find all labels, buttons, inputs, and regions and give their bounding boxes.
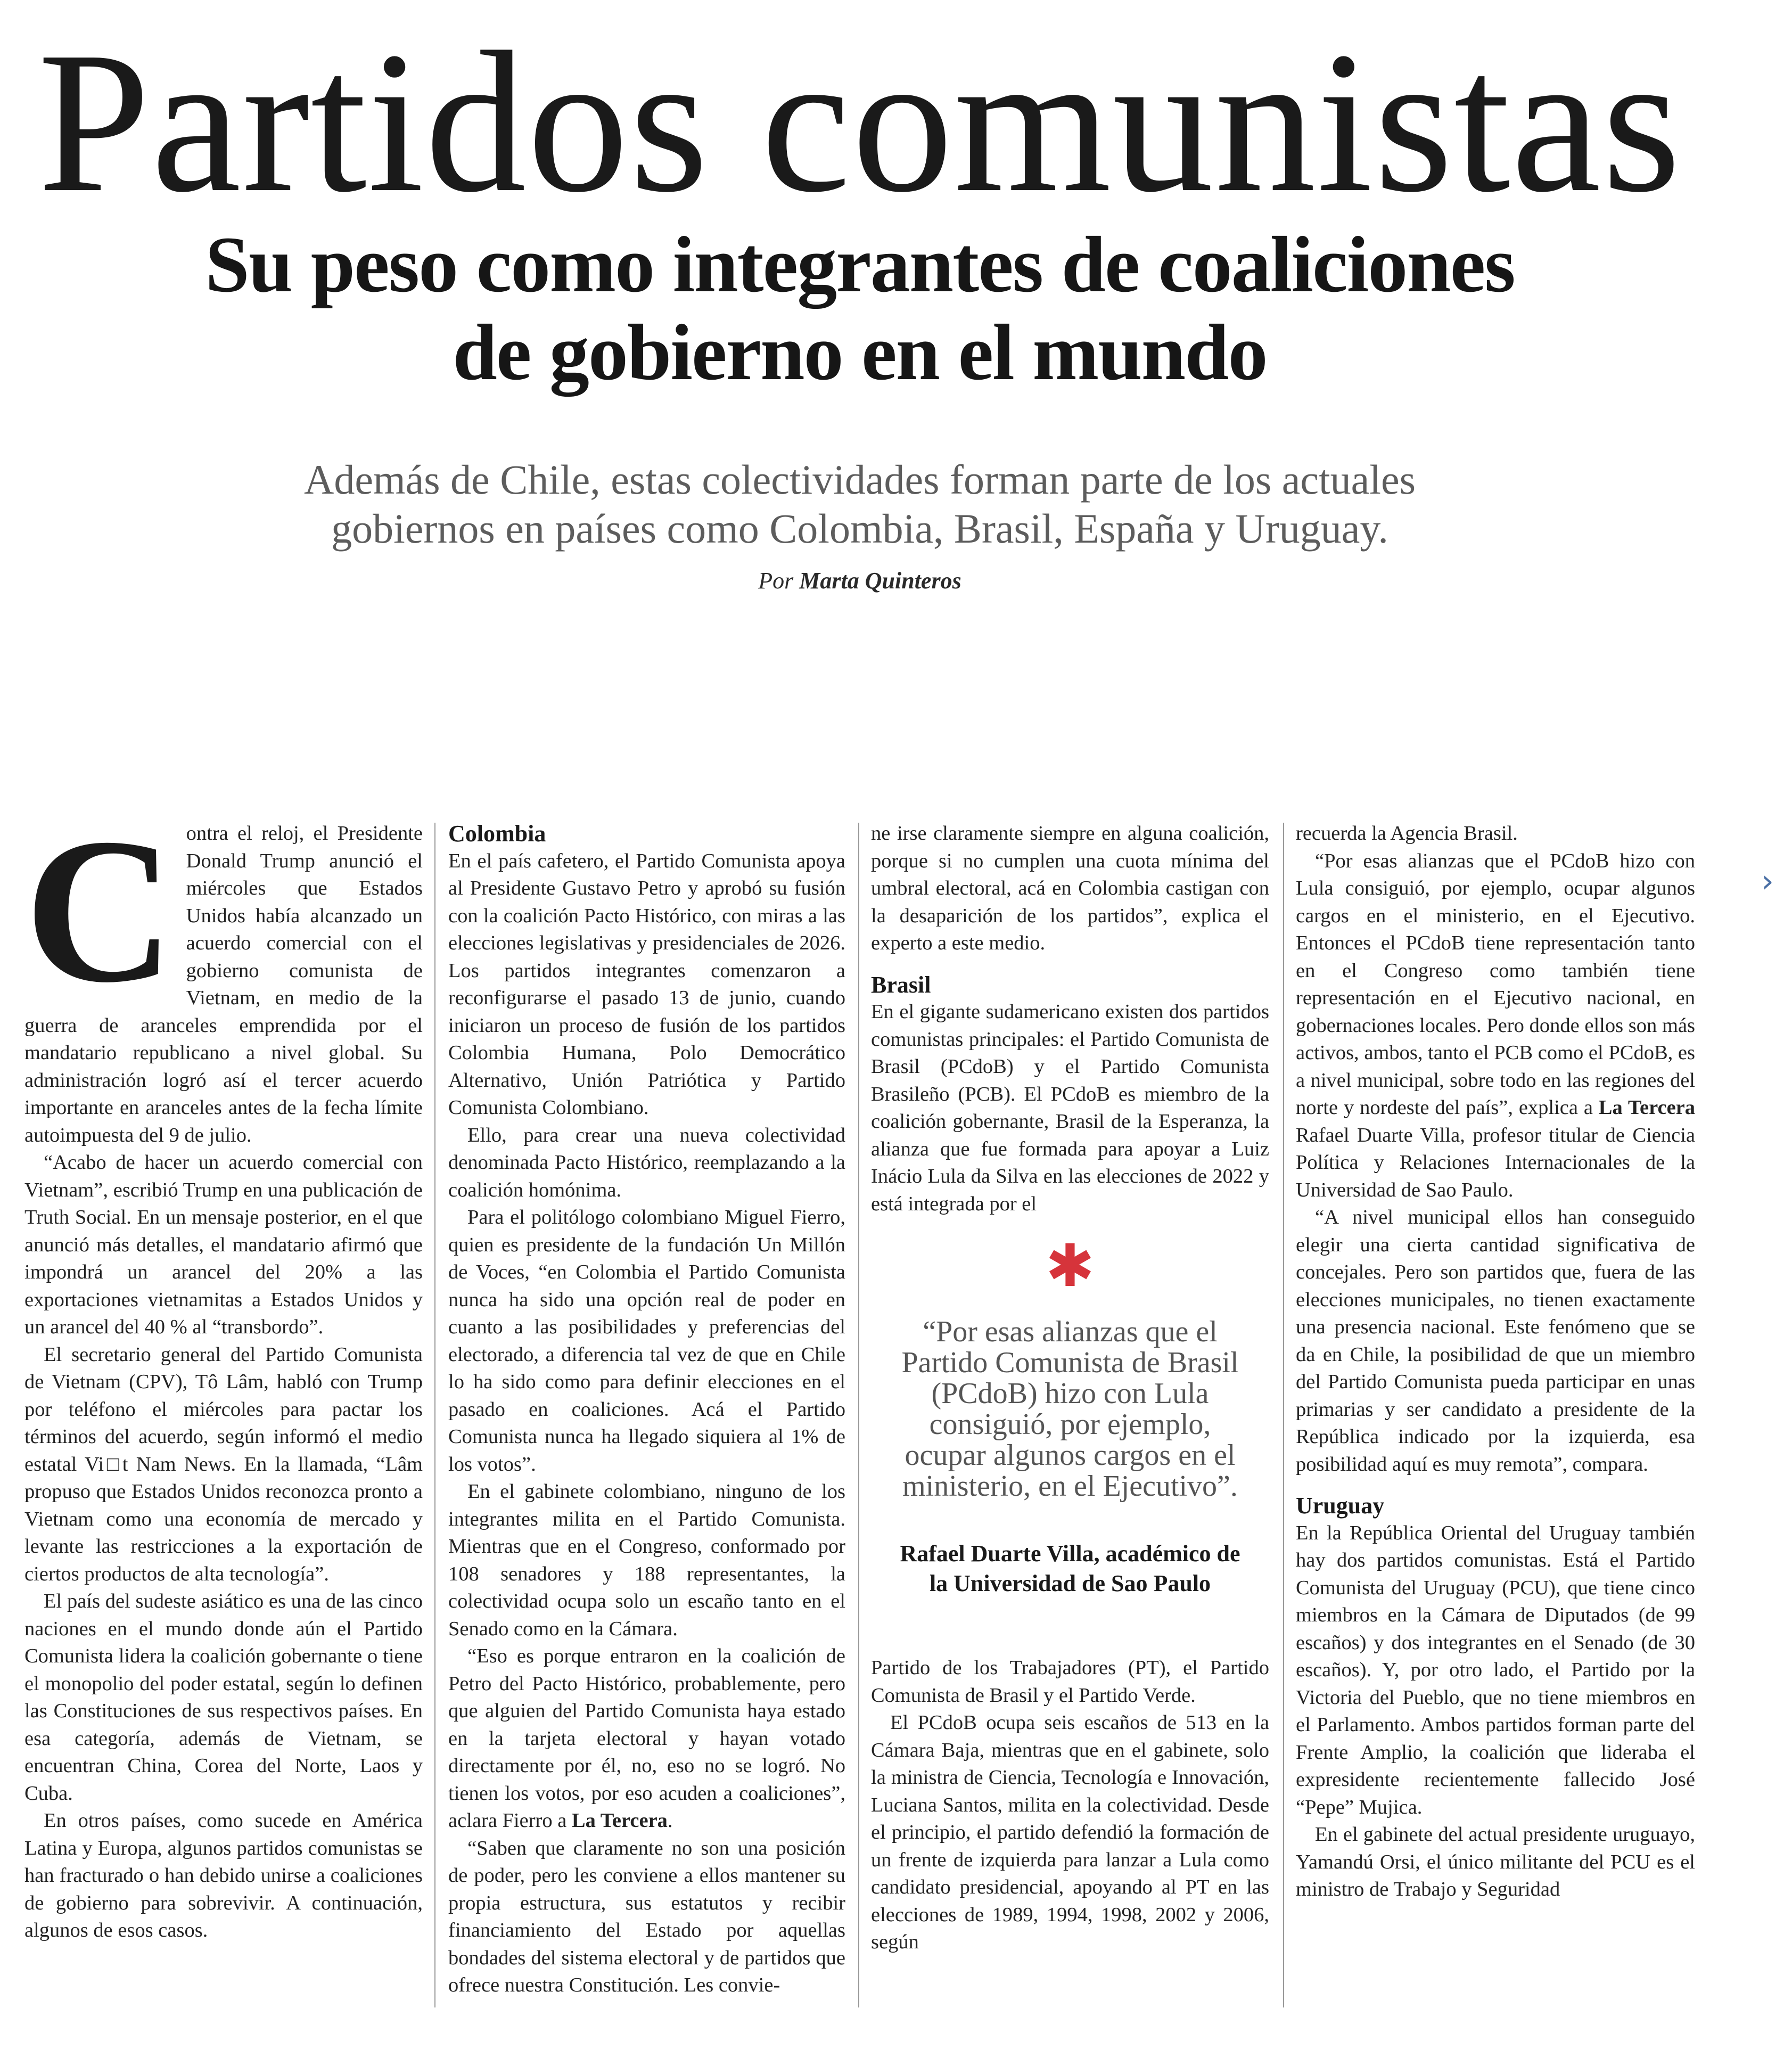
paragraph-text: Rafael Duarte Villa, profesor titular de Ciencia Política y Relaciones Internacionales de la Universidad de Sao Paulo. (1296, 1124, 1695, 1201)
article-column-3 (871, 820, 1269, 2034)
section-heading-brasil: Brasil (871, 971, 931, 998)
paragraph (448, 1643, 845, 1835)
byline-author: Marta Quinteros (799, 568, 961, 594)
paragraph: recuerda la Agencia Brasil. (1296, 822, 1518, 845)
paragraph-text: . (667, 1809, 673, 1832)
dek-line-1: Además de Chile, estas colectividades forman parte de los actuales (304, 456, 1416, 503)
paragraph: ontra el reloj, el Presidente Donald Trump anunció el miércoles que Estados Unidos había alcanzado un acuerdo comercial con el gobierno comunista de Vietnam, en medio de la guerra de aranceles emprendida por el mandatario republicano a nivel global. Su administración logró así el tercer acuerdo importante en aranceles antes de la fecha límite autoimpuesta del 9 de julio. (24, 822, 423, 1146)
paragraph: “Acabo de hacer un acuerdo comercial con Vietnam”, escribió Trump en una publicación de Truth Social. En un mensaje posterior, en el que anunció más detalles, el mandatario afirmó que impondrá un arancel del 20% a las exportaciones vietnamitas a Estados Unidos y un arancel del 40 % al “transbordo”. (24, 1151, 423, 1338)
paragraph: El secretario general del Partido Comunista de Vietnam (CPV), Tô Lâm, habló con Trump por teléfono el miércoles para pactar los términos del acuerdo, según informó el medio estatal Vi□t Nam News. En la llamada, “Lâm propuso que Estados Unidos reconozca pronto a Vietnam como una economía de mercado y levante las restricciones a la exportación de ciertos productos de alta tecnología”. (24, 1343, 423, 1585)
paragraph: Para el politólogo colombiano Miguel Fierro, quien es presidente de la fundación Un Millón de Voces, “en Colombia el Partido Comunista nunca ha sido una opción real de poder en cuanto a las posibilidades y preferencias del electorado, a diferencia tal vez de que en Chile lo ha sido como para definir elecciones en el pasado en coaliciones. Acá el Partido Comunista nunca ha llegado siquiera al 1% de los votos”. (448, 1206, 845, 1476)
publication-name: La Tercera (1598, 1096, 1695, 1119)
paragraph (1296, 848, 1695, 1204)
article-column-2 (448, 820, 845, 2034)
column-divider (434, 823, 435, 2007)
byline-prefix: Por (758, 568, 794, 594)
paragraph: En el gabinete colombiano, ninguno de los integrantes milita en el Partido Comunista. Mientras que en el Congreso, conformado por 108 senadores y 188 representantes, la colectividad ocupa solo un escaño tanto en el Senado como en la Cámara. (448, 1480, 845, 1640)
paragraph: En otros países, como sucede en América Latina y Europa, algunos partidos comunistas se han fracturado o han debido unirse a coaliciones de gobierno para sobrevivir. A continuación, algunos de esos casos. (24, 1809, 423, 1941)
headline: Partidos comunistas (37, 10, 1682, 234)
subheadline-line-2: de gobierno en el mundo (453, 308, 1267, 397)
paragraph: En la República Oriental del Uruguay también hay dos partidos comunistas. Está el Partido Comunista del Uruguay (PCU), que tiene cinco miembros en la Cámara de Diputados (de 99 escaños) y dos integrantes en el Senado (de 30 escaños). Y, por otro lado, el Partido por la Victoria del Pueblo, que no tiene miembros en el Parlamento. Ambos partidos forman parte del Frente Amplio, la coalición que lideraba el expresidente recientemente fallecido José “Pepe” Mujica. (1296, 1521, 1695, 1818)
publication-name: La Tercera (571, 1809, 668, 1832)
paragraph: En el gabinete del actual presidente uruguayo, Yamandú Orsi, el único militante del PCU es el ministro de Trabajo y Seguridad (1296, 1823, 1695, 1900)
byline (0, 567, 1720, 594)
column-divider (858, 823, 859, 2007)
dek-line-2: gobiernos en países como Colombia, Brasil, España y Uruguay. (331, 505, 1388, 552)
paragraph: Ello, para crear una nueva colectividad denominada Pacto Histórico, reemplazando a la coalición homónima. (448, 1124, 845, 1201)
next-page-chevron-right-icon[interactable]: › (1761, 863, 1774, 900)
paragraph: El país del sudeste asiático es una de las cinco naciones en el mundo donde aún el Partido Comunista lidera la coalición gobernante o tiene el monopolio del poder estatal, según lo definen las Constituciones de sus respectivos países. En esa categoría, además de Vietnam, se encuentran China, Corea del Norte, Laos y Cuba. (24, 1590, 423, 1805)
section-heading-colombia: Colombia (448, 821, 546, 847)
subheadline-line-1: Su peso como integrantes de coaliciones (205, 220, 1515, 309)
paragraph: “A nivel municipal ellos han conseguido elegir una cierta cantidad significativa de concejales. Pero son partidos que, fuera de las elecciones municipales, no tienen exactamente una presencia nacional. Este fenómeno que se da en Chile, la posibilidad de que un miembro del Partido Comunista pueda participar en unas primarias y ser candidato a presidente de la República indicado por la izquierda, esa posibilidad aquí es muy remota”, compara. (1296, 1206, 1695, 1476)
paragraph-text: “Eso es porque entraron en la coalición de Petro del Pacto Histórico, probablemente, pero que alguien del Partido Comunista haya estado en la tarjeta electoral y hayan votado directamente por él, no, eso no se logró. No tienen los votos, por eso acuden a coaliciones”, aclara Fierro a (448, 1645, 845, 1832)
drop-cap: C (24, 820, 175, 1026)
pull-quote-text: “Por esas alianzas que el Partido Comunista de Brasil (PCdoB) hizo con Lula consiguió, por ejemplo, ocupar algunos cargos en el ministerio, en el Ejecutivo”. (901, 1315, 1239, 1503)
article-column-1 (24, 820, 423, 2034)
paragraph-text: “Por esas alianzas que el PCdoB hizo con Lula consiguió, por ejemplo, ocupar algunos cargos en el ministerio, en el Ejecutivo. Entonces el PCdoB tiene representación tanto en el Congreso como también tiene representación en el Ejecutivo nacional, en gobernaciones locales. Pero donde ellos son más activos, ambos, tanto el PCB como el PCdoB, es a nivel municipal, sobre todo en las regiones del norte y nordeste del país”, explica a (1296, 849, 1695, 1119)
dek (0, 455, 1720, 553)
pull-quote-attribution: Rafael Duarte Villa, académico de la Universidad de Sao Paulo (900, 1540, 1240, 1596)
paragraph: Partido de los Trabajadores (PT), el Partido Comunista de Brasil y el Partido Verde. (871, 1657, 1269, 1707)
pull-quote (871, 1218, 1269, 1599)
paragraph: El PCdoB ocupa seis escaños de 513 en la Cámara Baja, mientras que en el gabinete, solo la ministra de Ciencia, Tecnología e Innovación, Luciana Santos, milita en la colectividad. Desde el principio, el partido defendió la formación de un frente de izquierda para lanzar a Lula como candidato presidencial, apoyando al PT en las elecciones de 1989, 1994, 1998, 2002 y 2006, según (871, 1711, 1269, 1953)
section-heading-uruguay: Uruguay (1296, 1493, 1385, 1519)
paragraph: ne irse claramente siempre en alguna coalición, porque si no cumplen una cuota mínima del umbral electoral, acá en Colombia castigan con la desaparición de los partidos”, explica el experto a este medio. (871, 822, 1269, 954)
paragraph: “Saben que claramente no son una posición de poder, pero les conviene a ellos mantener su propia estructura, sus estatutos y recibir financiamiento del Estado por aquellas bondades del sistema electoral y de partidos que ofrece nuestra Constitución. Les convie- (448, 1837, 845, 1996)
column-divider (1283, 823, 1284, 2007)
paragraph: En el país cafetero, el Partido Comunista apoya al Presidente Gustavo Petro y aprobó su fusión con la coalición Pacto Histórico, con miras a las elecciones legislativas y presidenciales de 2026. Los partidos integrantes comenzaron a reconfigurarse el pasado 13 de junio, cuando iniciaron un proceso de fusión de los partidos Colombia Humana, Polo Democrático Alternativo, Unión Patriótica y Partido Comunista Colombiano. (448, 849, 845, 1119)
asterisk-icon: ✱ (1045, 1232, 1095, 1300)
article-column-4 (1296, 820, 1695, 2034)
subheadline (0, 221, 1720, 397)
paragraph: En el gigante sudamericano existen dos partidos comunistas principales: el Partido Comunista de Brasil (PCdoB) y el Partido Comunista Brasileño (PCB). El PCdoB es miembro de la coalición gobernante, Brasil de la Esperanza, la alianza que fue formada para apoyar a Luiz Inácio Lula da Silva en las elecciones de 2022 y está integrada por el (871, 1001, 1269, 1215)
